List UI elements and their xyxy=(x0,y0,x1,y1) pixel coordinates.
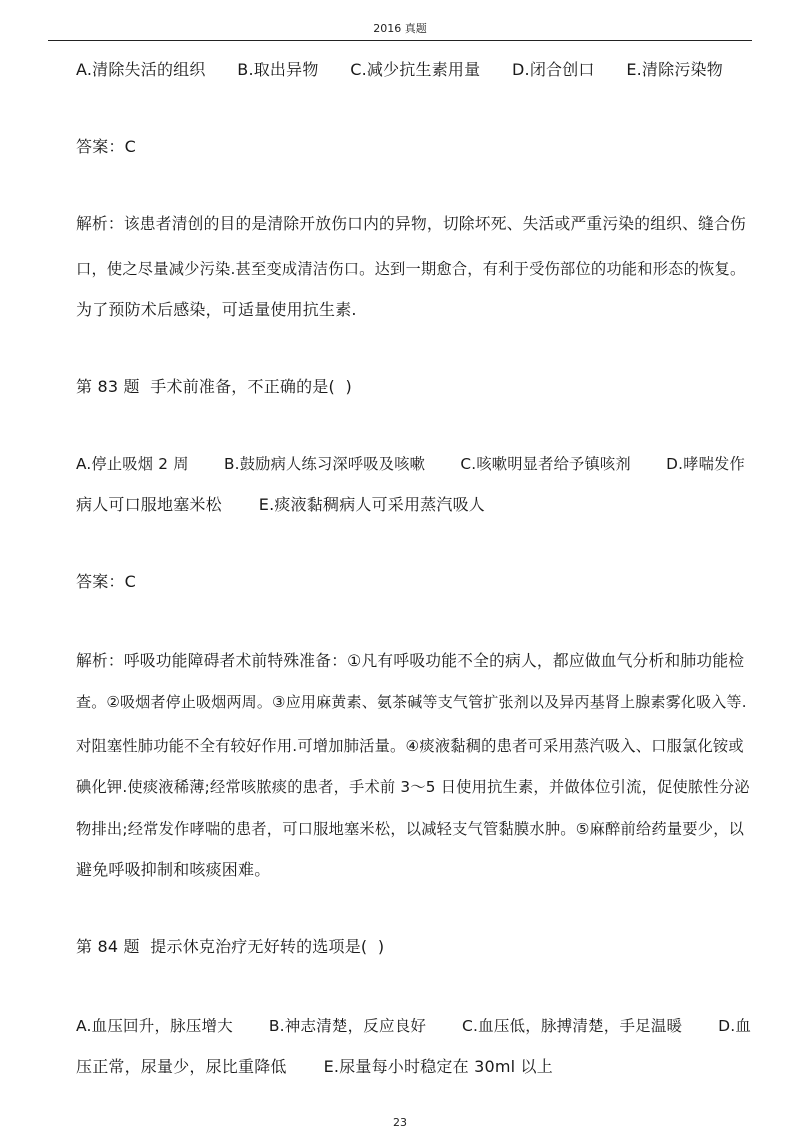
q83-analysis-line-4: 碘化钾.使痰液稀薄;经常咳脓痰的患者，手术前 3～5 日使用抗生素，并做体位引流，促使脓性分泌 xyxy=(76,778,750,796)
q83-analysis-line-3: 对阻塞性肺功能不全有较好作用.可增加肺活量。④痰液黏稠的患者可采用蒸汽吸入、口服氯化铵或 xyxy=(76,737,744,755)
page-header xyxy=(48,18,752,41)
q84-question: 第 84 题 提示休克治疗无好转的选项是( ) xyxy=(76,937,385,956)
q84-options-line-1: A.血压回升，脉压增大 B.神志清楚，反应良好 C.血压低，脉搏清楚，手足温暖 D.血 xyxy=(76,1017,752,1035)
q83-analysis-line-2: 查。②吸烟者停止吸烟两周。③应用麻黄素、氨茶碱等支气管扩张剂以及异丙基肾上腺素雾化吸入等. xyxy=(76,693,747,711)
q82-answer: 答案：C xyxy=(76,137,136,156)
q83-analysis-line-1: 解析：呼吸功能障碍者术前特殊准备：①凡有呼吸功能不全的病人，都应做血气分析和肺功能检 xyxy=(76,651,745,670)
q82-options-line: A.清除失活的组织 B.取出异物 C.减少抗生素用量 D.闭合创口 E.清除污染物 xyxy=(76,60,723,79)
q83-question: 第 83 题 手术前准备，不正确的是( ) xyxy=(76,377,352,396)
header-title: 2016 真题 xyxy=(373,22,427,35)
page-number: 23 xyxy=(393,1116,407,1129)
q84-options-line-2: 压正常，尿量少，尿比重降低 E.尿量每小时稳定在 30ml 以上 xyxy=(76,1057,553,1076)
q83-answer: 答案：C xyxy=(76,572,136,591)
q82-analysis-line-3: 为了预防术后感染，可适量使用抗生素. xyxy=(76,300,357,319)
q83-options-line-2: 病人可口服地塞米松 E.痰液黏稠病人可采用蒸汽吸人 xyxy=(76,495,485,514)
q83-analysis-line-5: 物排出;经常发作哮喘的患者，可口服地塞米松，以减轻支气管黏膜水肿。⑤麻醉前给药量要少，以 xyxy=(76,820,745,838)
q83-options-line-1: A.停止吸烟 2 周 B.鼓励病人练习深呼吸及咳嗽 C.咳嗽明显者给予镇咳剂 D.哮喘发作 xyxy=(76,455,745,473)
q82-analysis-line-1: 解析：该患者清创的目的是清除开放伤口内的异物，切除坏死、失活或严重污染的组织、缝合伤 xyxy=(76,214,746,233)
q83-analysis-line-6: 避免呼吸抑制和咳痰困难。 xyxy=(76,860,271,879)
q82-analysis-line-2: 口，使之尽量减少污染.甚至变成清洁伤口。达到一期愈合，有利于受伤部位的功能和形态的恢复。 xyxy=(76,260,746,278)
